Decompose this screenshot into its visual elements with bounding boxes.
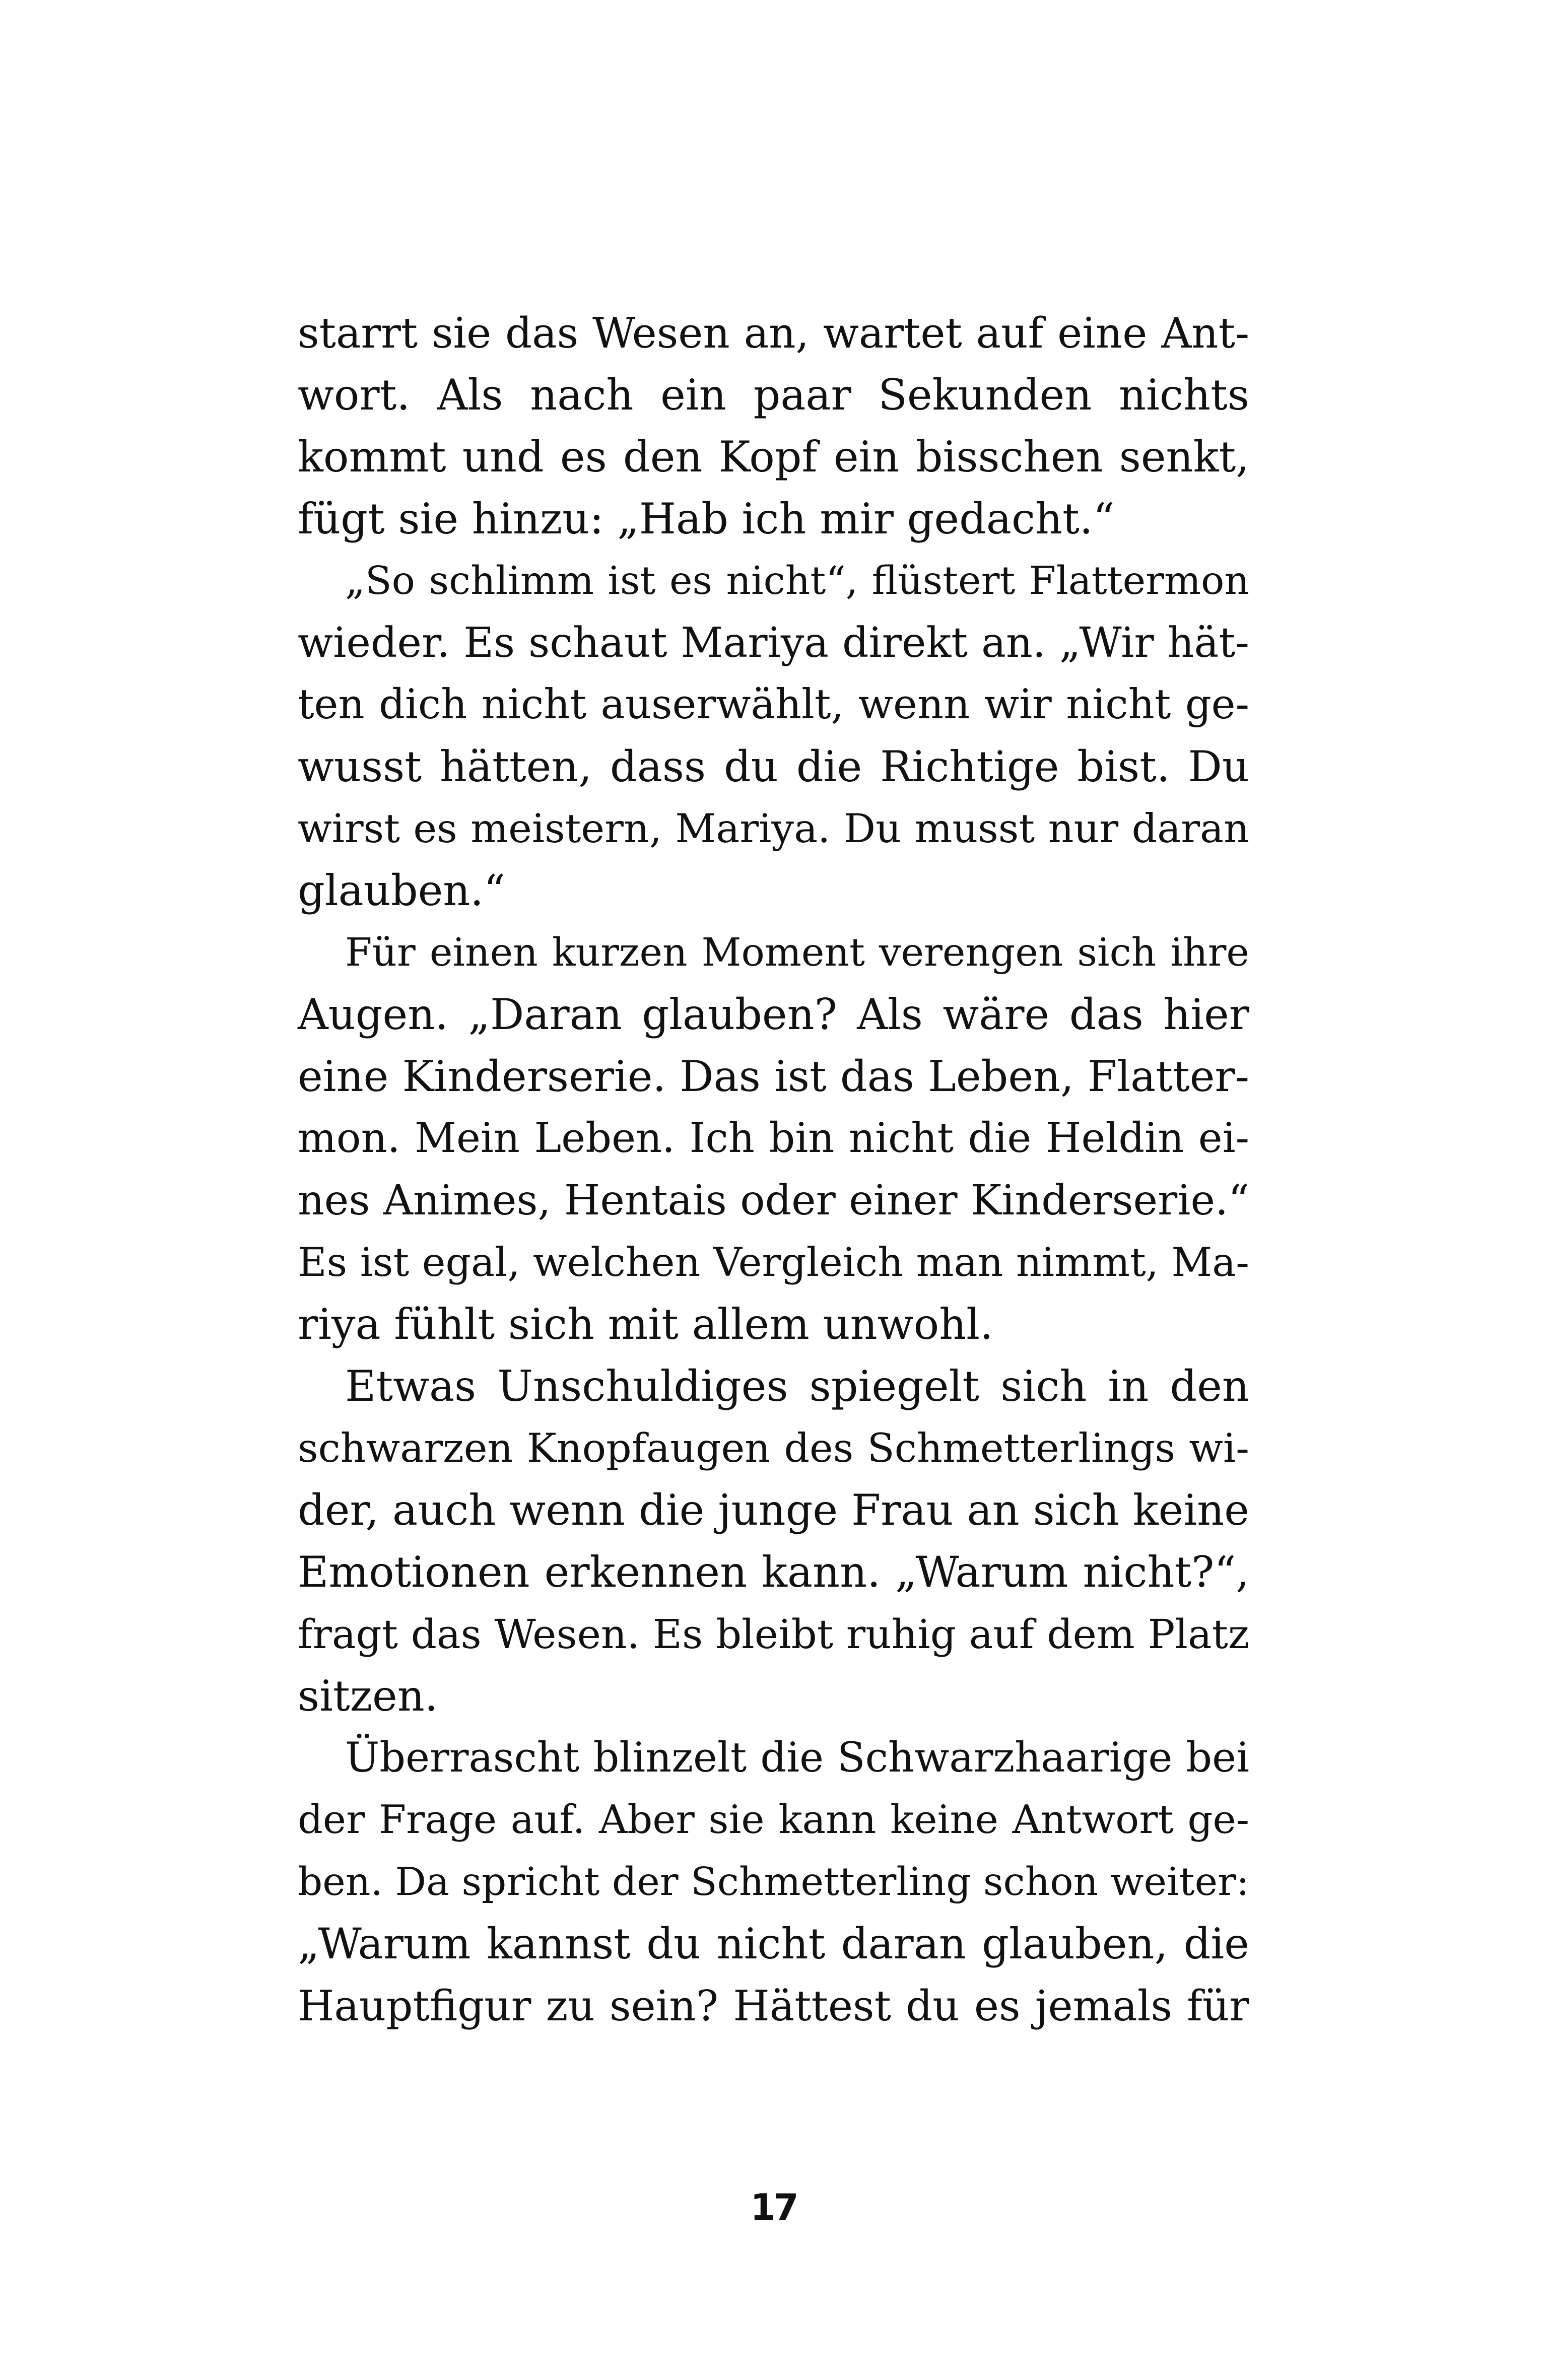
text-line: Hauptfigur zu sein? Hättest du es jemals für: [298, 1982, 1249, 2030]
text-line: fragt das Wesen. Es bleibt ruhig auf dem Platz: [298, 1611, 1249, 1658]
text-line: der Frage auf. Aber sie kann keine Antwort ge-: [298, 1797, 1249, 1843]
text-line: ten dich nicht auserwählt, wenn wir nicht ge-: [298, 681, 1249, 728]
text-line: riya fühlt sich mit allem unwohl.: [298, 1300, 993, 1349]
text-line: „Warum kannst du nicht daran glauben, die: [298, 1919, 1249, 1968]
text-line: Etwas Unschuldiges spiegelt sich in den: [345, 1362, 1249, 1411]
text-line: mon. Mein Leben. Ich bin nicht die Heldin ei-: [298, 1115, 1249, 1162]
text-line: Für einen kurzen Moment verengen sich ihre: [345, 930, 1249, 975]
text-line: ben. Da spricht der Schmetterling schon weiter:: [298, 1860, 1249, 1905]
text-line: kommt und es den Kopf ein bisschen senkt,: [298, 432, 1249, 482]
text-line: starrt sie das Wesen an, wartet auf eine Ant-: [298, 309, 1249, 358]
text-line: nes Animes, Hentais oder einer Kinderserie.“: [298, 1177, 1249, 1225]
text-line: eine Kinderserie. Das ist das Leben, Flatter-: [298, 1052, 1249, 1101]
text-line: „So schlimm ist es nicht“, flüstert Flattermon: [345, 559, 1249, 603]
page-number: 17: [750, 2186, 797, 2228]
text-line: sitzen.: [298, 1671, 438, 1721]
text-line: fügt sie hinzu: „Hab ich mir gedacht.“: [298, 494, 1115, 543]
text-line: Überrascht blinzelt die Schwarzhaarige bei: [345, 1734, 1249, 1782]
text-line: Augen. „Daran glauben? Als wäre das hier: [298, 990, 1249, 1039]
text-line: Es ist egal, welchen Vergleich man nimmt, Ma-: [298, 1239, 1249, 1285]
text-line: schwarzen Knopfaugen des Schmetterlings wi-: [298, 1425, 1249, 1471]
text-line: wusst hätten, dass du die Richtige bist. Du: [298, 742, 1249, 791]
text-line: wirst es meistern, Mariya. Du musst nur daran: [298, 805, 1249, 852]
text-line: glauben.“: [298, 866, 506, 915]
text-line: wort. Als nach ein paar Sekunden nichts: [298, 370, 1249, 420]
text-line: wieder. Es schaut Mariya direkt an. „Wir hät-: [298, 619, 1249, 667]
text-line: der, auch wenn die junge Frau an sich keine: [298, 1485, 1249, 1535]
body-text: [298, 302, 1249, 2037]
text-line: Emotionen erkennen kann. „Warum nicht?“,: [298, 1547, 1249, 1597]
